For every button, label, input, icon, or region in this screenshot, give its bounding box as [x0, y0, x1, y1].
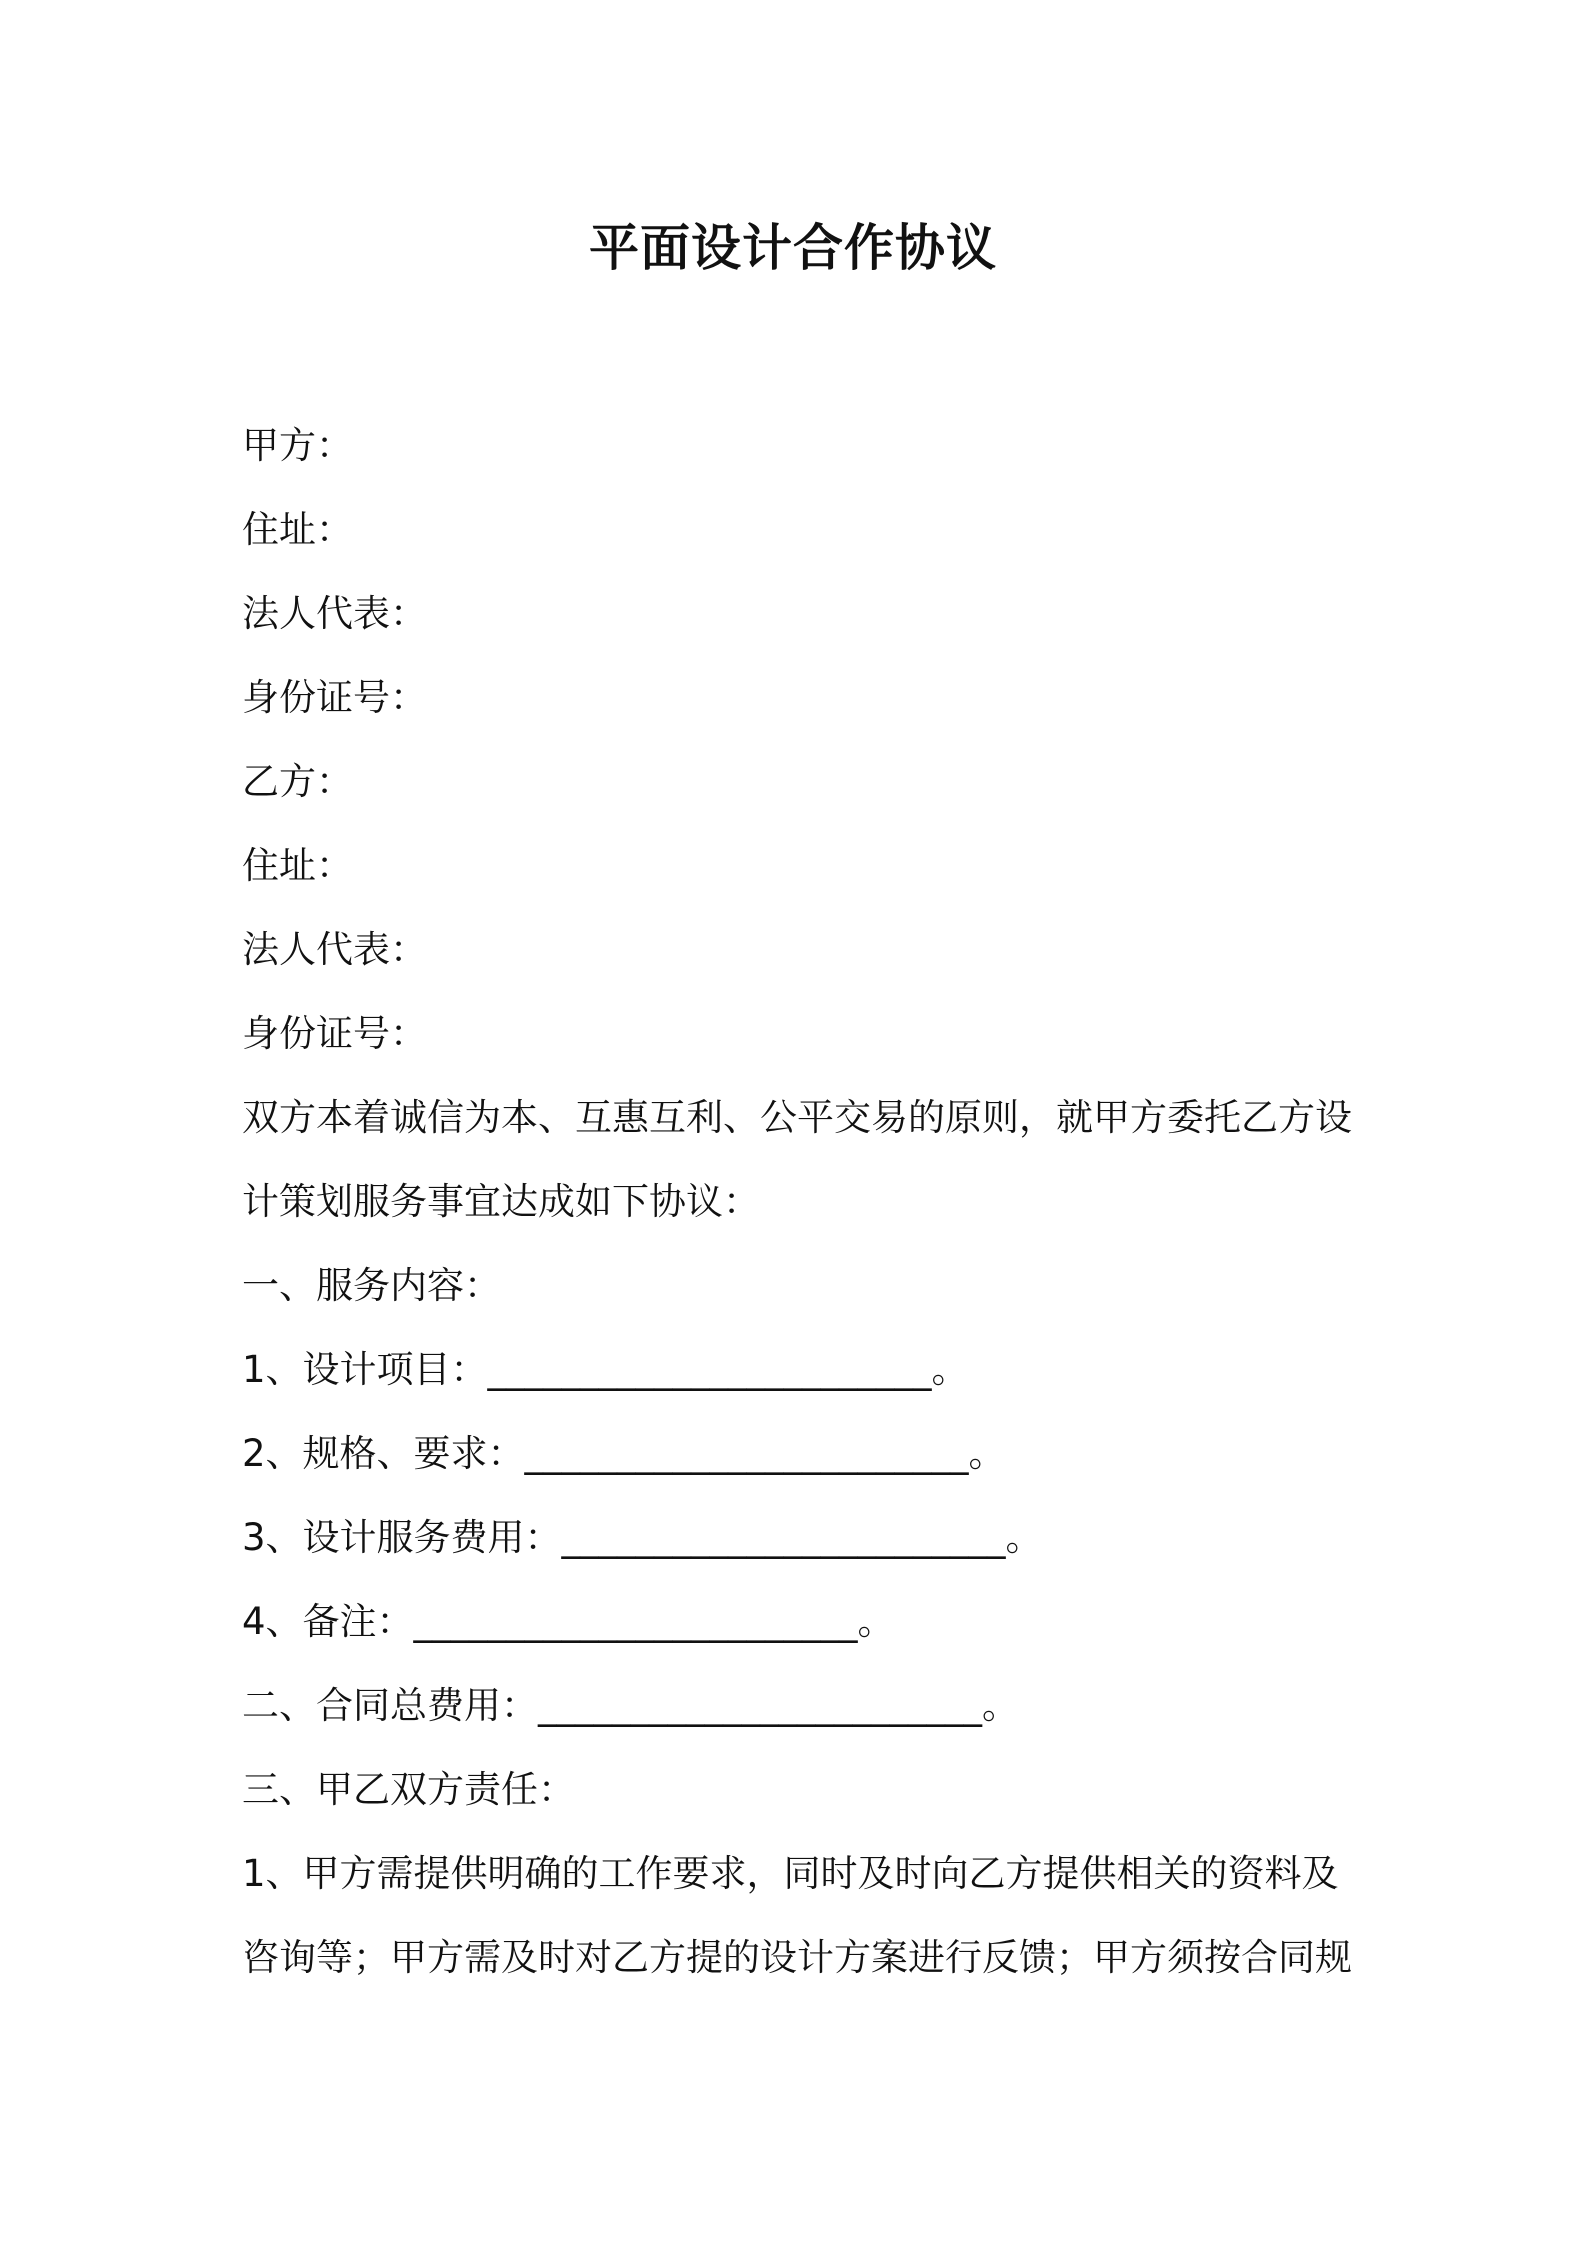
- section-heading-responsibilities: 三、甲乙双方责任：: [242, 1768, 575, 1811]
- document-body: [242, 404, 1362, 2000]
- document-title: 平面设计合作协议: [589, 219, 997, 277]
- clause-specs-requirements: 2、规格、要求：________________________。: [242, 1432, 1006, 1475]
- responsibility-line-1: 1、甲方需提供明确的工作要求，同时及时向乙方提供相关的资料及: [242, 1852, 1339, 1895]
- party-b-address-label: 住址：: [242, 844, 353, 887]
- responsibility-line-2: 咨询等；甲方需及时对乙方提的设计方案进行反馈；甲方须按合同规: [242, 1936, 1352, 1979]
- party-a-legal-rep-label: 法人代表：: [242, 592, 427, 635]
- party-b-id-number-label: 身份证号：: [242, 1012, 427, 1055]
- section-heading-service-content: 一、服务内容：: [242, 1264, 501, 1307]
- clause-design-project: 1、设计项目：________________________。: [242, 1348, 969, 1391]
- clause-remarks: 4、备注：________________________。: [242, 1600, 895, 1643]
- preamble-line-2: 计策划服务事宜达成如下协议：: [242, 1180, 760, 1223]
- party-b-legal-rep-label: 法人代表：: [242, 928, 427, 971]
- party-a-label: 甲方：: [242, 424, 353, 467]
- clause-design-fee: 3、设计服务费用：________________________。: [242, 1516, 1043, 1559]
- section-heading-total-fee: 二、合同总费用：________________________。: [242, 1684, 1019, 1727]
- party-a-address-label: 住址：: [242, 508, 353, 551]
- party-b-label: 乙方：: [242, 760, 353, 803]
- preamble-line-1: 双方本着诚信为本、互惠互利、公平交易的原则，就甲方委托乙方设: [242, 1096, 1352, 1139]
- party-a-id-number-label: 身份证号：: [242, 676, 427, 719]
